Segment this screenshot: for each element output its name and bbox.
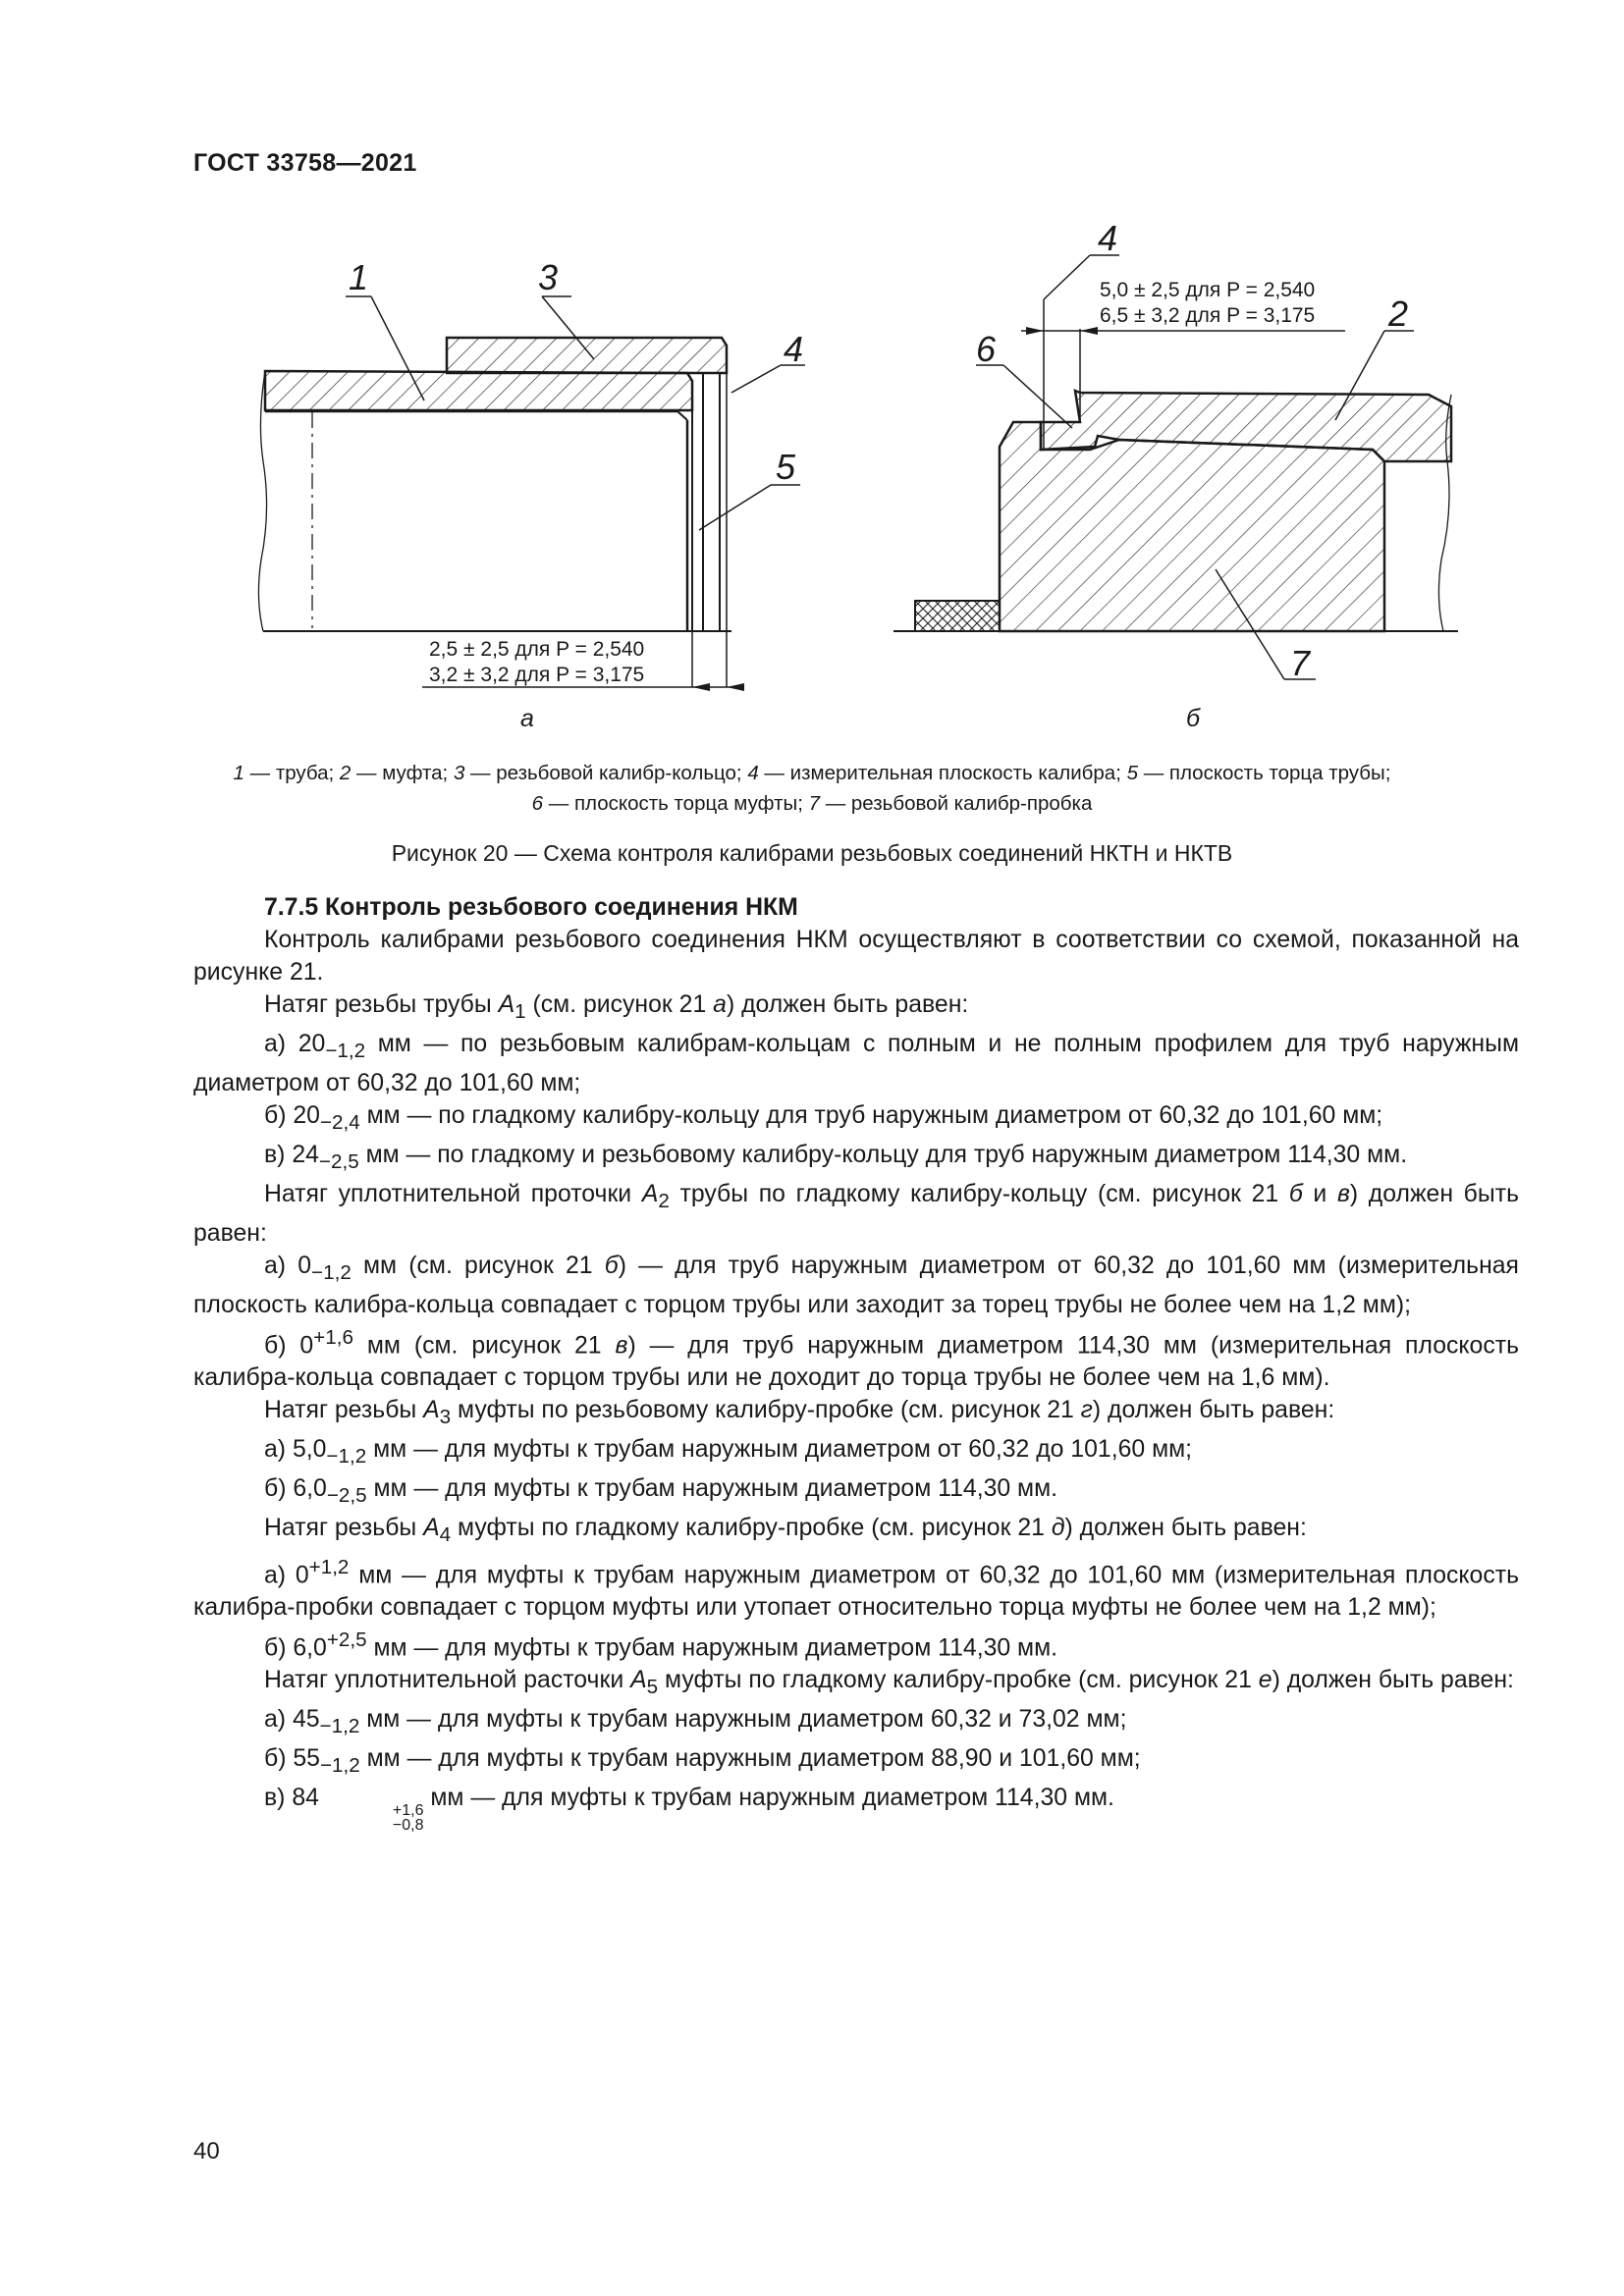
document-header: ГОСТ 33758—2021: [193, 149, 417, 177]
section-heading: 7.7.5 Контроль резьбового соединения НКМ: [264, 894, 798, 921]
page-number: 40: [193, 2138, 220, 2164]
dimension-b-line2: 6,5 ± 3,2 для P = 3,175: [1100, 304, 1316, 327]
callout-a-4: 4: [784, 329, 804, 369]
callout-b-2: 2: [1388, 294, 1409, 334]
legend-text-1: — труба;: [244, 762, 340, 784]
legend-text-4: — измерительная плоскость калибра;: [758, 762, 1127, 784]
legend-text-2: — муфта;: [351, 762, 454, 784]
legend-num-4: 4: [747, 762, 759, 784]
list-item-a1: а) $20_{-1,2}$ мм — по резьбовым калибрам-кольцам с полным и не полным профилем для труб наружным диаметром от 60,32 до 101,60 мм;: [193, 1030, 1519, 1096]
figure-20: [0, 0, 1624, 746]
legend-text-6: — плоскость торца муфты;: [543, 792, 809, 815]
section-body: [193, 891, 1519, 1833]
legend-num-3: 3: [453, 762, 465, 784]
paragraph-6: Натяг уплотнительной расточки $A_5$ муфты по гладкому калибру-пробке (см. рисунок 21 е) должен быть равен:: [264, 1667, 1514, 1699]
legend-text-5: — плоскость торца трубы;: [1138, 762, 1391, 784]
legend-num-5: 5: [1126, 762, 1138, 784]
paragraph-4: Натяг резьбы $A_3$ муфты по резьбовому калибру-пробке (см. рисунок 21 г) должен быть равен:: [264, 1396, 1335, 1428]
callout-b-7: 7: [1290, 643, 1311, 683]
list-item-b1: б) $20_{-2,4}$ мм — по гладкому калибру-кольцу для труб наружным диаметром от 60,32 до 101,60 мм;: [264, 1101, 1383, 1134]
sub-label-b: б: [1186, 705, 1201, 732]
list-item-b5: б) $55_{-1,2}$ мм — для муфты к трубам наружным диаметром 88,90 и 101,60 мм;: [264, 1745, 1141, 1778]
list-item-a4: а) $0^{+1,2}$ мм — для муфты к трубам наружным диаметром от 60,32 до 101,60 мм (измерительная плоскость калибра-пробки совпадает с торцом муфты или утопает относительно торца муфты не более чем на 1,2 мм);: [193, 1555, 1519, 1622]
paragraph-5: Натяг резьбы $A_4$ муфты по гладкому калибру-пробке (см. рисунок 21 д) должен быть равен:: [264, 1514, 1307, 1546]
legend-text-7: — резьбовой калибр-пробка: [820, 792, 1093, 815]
list-item-v1: в) $24_{-2,5}$ мм — по гладкому и резьбовому калибру-кольцу для труб наружным диаметром 114,30 мм.: [264, 1141, 1408, 1173]
list-item-b4: б) $6,0^{+2,5}$ мм — для муфты к трубам наружным диаметром 114,30 мм.: [264, 1629, 1058, 1662]
callout-a-3: 3: [538, 257, 559, 297]
list-item-a5: а) $45_{-1,2}$ мм — для муфты к трубам наружным диаметром 60,32 и 73,02 мм;: [264, 1706, 1127, 1738]
sub-label-a: а: [520, 705, 534, 732]
paragraph-2: Натяг резьбы трубы $A_1$ (см. рисунок 21 а) должен быть равен:: [264, 991, 969, 1023]
legend-num-6: 6: [531, 792, 544, 815]
figure-caption: Рисунок 20 — Схема контроля калибрами резьбовых соединений НКТН и НКТВ: [391, 840, 1233, 866]
paragraph-3: Натяг уплотнительной проточки $A_2$ трубы по гладкому калибру-кольцу (см. рисунок 21 б и в) должен быть равен:: [193, 1180, 1519, 1247]
list-item-v5: в) 84 +1,6 −0,8 мм — для муфты к трубам наружным диаметром 114,30 мм.: [264, 1785, 1114, 1835]
dimension-a-line1: 2,5 ± 2,5 для P = 2,540: [429, 638, 645, 661]
callout-b-6: 6: [976, 329, 997, 369]
callout-b-4: 4: [1098, 218, 1118, 258]
figure-legend: [147, 758, 1477, 819]
list-item-b3: б) $6,0_{-2,5}$ мм — для муфты к трубам наружным диаметром 114,30 мм.: [264, 1474, 1058, 1507]
callout-a-5: 5: [776, 447, 796, 487]
list-item-b2: б) $0^{+1,6}$ мм (см. рисунок 21 в) — для труб наружным диаметром 114,30 мм (измерительная плоскость калибра-кольца совпадает с торцом трубы или не доходит до торца трубы не более чем на 1,6 мм).: [193, 1325, 1519, 1391]
legend-num-7: 7: [808, 792, 820, 815]
callout-a-1: 1: [349, 257, 369, 297]
list-item-a2: а) $0_{-1,2}$ мм (см. рисунок 21 б) — для труб наружным диаметром от 60,32 до 101,60 мм (измерительная плоскость калибра-кольца совпадает с торцом трубы или заходит за торец трубы не более чем на 1,2 мм);: [193, 1252, 1519, 1318]
dimension-b-line1: 5,0 ± 2,5 для P = 2,540: [1100, 279, 1316, 301]
legend-num-1: 1: [233, 762, 244, 784]
list-item-a3: а) $5,0_{-1,2}$ мм — для муфты к трубам наружным диаметром от 60,32 до 101,60 мм;: [264, 1435, 1193, 1468]
legend-text-3: — резьбовой калибр-кольцо;: [464, 762, 748, 784]
panel-a-drawing: [258, 296, 805, 691]
paragraph-1: Контроль калибрами резьбового соединения НКМ осуществляют в соответствии со схемой, показанной на рисунке 21.: [193, 927, 1519, 986]
legend-num-2: 2: [339, 762, 352, 784]
dimension-a-line2: 3,2 ± 3,2 для P = 3,175: [429, 664, 645, 686]
